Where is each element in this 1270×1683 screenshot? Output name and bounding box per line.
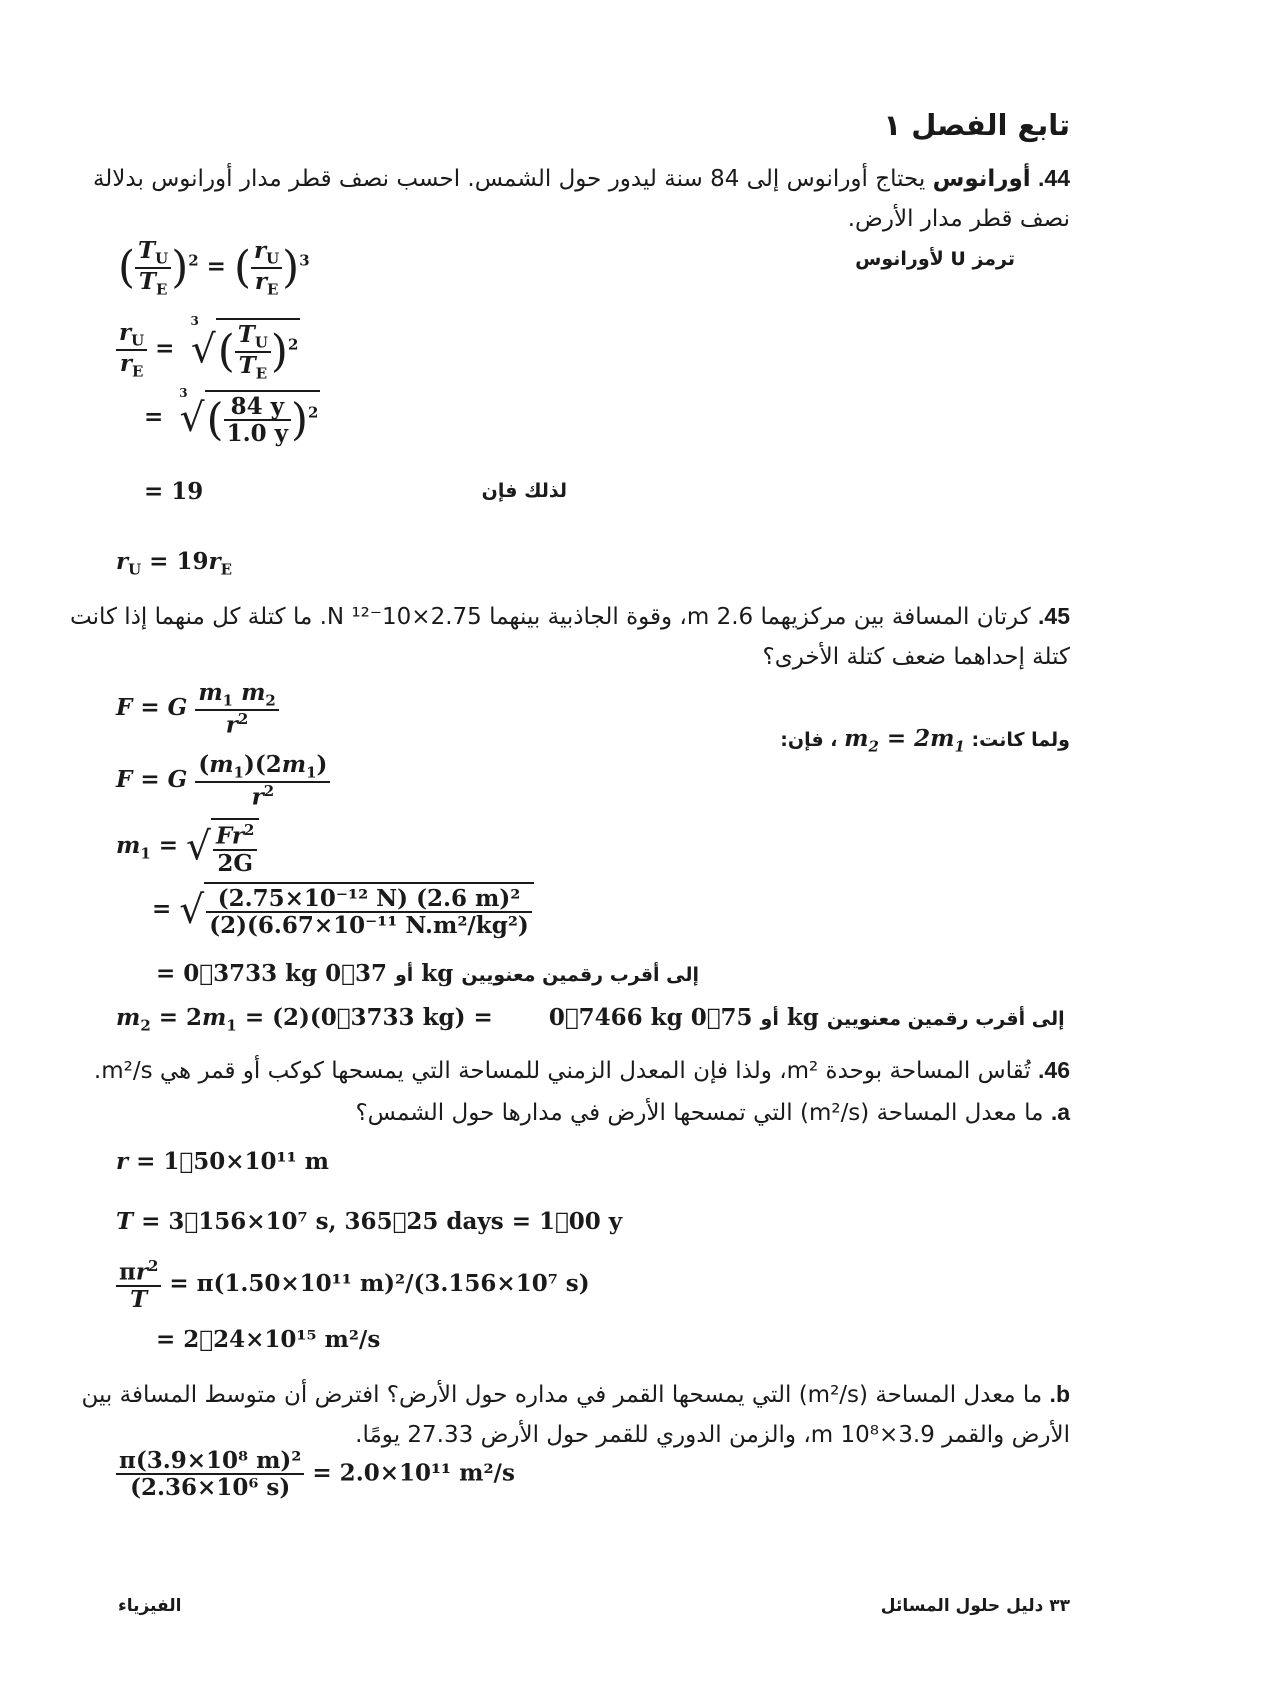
orbital-period-uranus: 84 y <box>224 394 291 421</box>
question-45-number: 45. <box>1038 603 1070 629</box>
mass2-or: أو <box>760 1008 779 1030</box>
chapter-title: تابع الفصل ١ <box>883 108 1070 142</box>
mass1-rounded: 0⃞37 kg <box>325 960 454 987</box>
earth-area-rate-formula: $\frac{\pi r^2}{T}$ = π(1.50×10¹¹ m)²/(3.156×10⁷ s) <box>116 1258 590 1312</box>
question-46b-text: ما معدل المساحة (m²/s) التي يمسحها القمر في مداره حول الأرض؟ افترض أن متوسط المسافة بين الأرض والقمر 3.9×10⁸ m، والزمن الدوري للقمر حول الأرض 27.33 يومًا. <box>81 1382 1070 1448</box>
question-46-number: 46. <box>1038 1057 1070 1083</box>
mass-condition-suffix: ، فإن: <box>780 729 838 751</box>
earth-area-rate-result: = 2⃞24×10¹⁵ m²/s <box>156 1326 381 1353</box>
moon-area-numerator: π(3.9×10⁸ m)² <box>116 1448 304 1475</box>
question-45-text: كرتان المسافة بين مركزيهما 2.6 m، وقوة الجاذبية بينهما 2.75×10⁻¹² N. ما كتلة كل منهما إذا كانت كتلة إحداهما ضعف كتلة الأخرى؟ <box>70 604 1070 670</box>
earth-orbit-period: T = 3⃞156×10⁷ s, 365⃞25 days = 1⃞00 y <box>116 1208 623 1235</box>
mass2-expression: = (2)(0⃞3733 kg) = <box>244 1004 493 1031</box>
moon-area-rate <box>116 1448 515 1501</box>
question-46b-label: b. <box>1049 1381 1070 1407</box>
therefore-label: لذلك فإن <box>481 480 567 502</box>
mass-formula: $m_1$ = √ $\frac{Fr^2}{2G}$ <box>116 818 259 876</box>
mass2-sig-figs-note: إلى أقرب رقمين معنويين <box>826 1008 1065 1030</box>
mass-substitution: = √ $\frac{\text{(2.75×10⁻¹² N) (2.6 m)²}}{\text{(2)(6.67×10⁻¹¹ N.m²/kg²)}}$ <box>152 882 534 939</box>
moon-area-rate-result: = 2.0×10¹¹ m²/s <box>312 1459 515 1487</box>
question-44-text: يحتاج أورانوس إلى 84 سنة ليدور حول الشمس. احسب نصف قطر مدار أورانوس بدلالة نصف قطر مدار الأرض. <box>92 166 1070 232</box>
earth-orbit-radius-value: = 1⃞50×10¹¹ m <box>136 1148 330 1175</box>
gravity-law-equation: F = G $\frac{m_1 m_2}{r^2}$ <box>116 680 279 738</box>
gravity-substituted-equation: F = G $\frac{(m_1)(2m_1)}{r^2}$ <box>116 752 330 810</box>
question-44-label: أورانوس <box>932 166 1031 192</box>
mass1-result <box>156 960 699 987</box>
mass1-value: = 0⃞3733 kg <box>156 960 318 987</box>
question-46 <box>70 1050 1070 1091</box>
mass-condition: ، فإن: $m_2 = 2m_1$ ولما كانت: <box>780 725 1070 756</box>
question-46a <box>70 1092 1070 1133</box>
radius-ratio-substitution: = $^3$√( $\frac{84 y}{1.0 y}$ )$^2$ <box>144 386 319 448</box>
question-46a-text: ما معدل المساحة (m²/s) التي تمسحها الأرض في مدارها حول الشمس؟ <box>355 1100 1044 1126</box>
orbital-period-earth: 1.0 y <box>226 420 288 448</box>
radius-ratio-result: = 19 <box>144 478 204 505</box>
footer-subject: الفيزياء <box>118 1596 182 1616</box>
earth-orbit-period-value: = 3⃞156×10⁷ s, 365⃞25 days = 1⃞00 y <box>141 1208 623 1235</box>
question-46b <box>70 1374 1070 1455</box>
uranus-radius-final-value: = 19 <box>149 548 209 575</box>
question-44 <box>70 158 1070 239</box>
mass1-sig-figs-note: إلى أقرب رقمين معنويين <box>461 964 700 986</box>
mass2-value: 0⃞7466 kg <box>548 1004 683 1031</box>
earth-area-rate-substitution: = π(1.50×10¹¹ m)²/(3.156×10⁷ s) <box>169 1270 590 1298</box>
footer-page-label: ٣٣ دليل حلول المسائل <box>880 1596 1070 1616</box>
kepler-ratio-equation: ( $\frac{T_U}{T_E}$ )$^2$ = ( $\frac{r_U}{r_E}$ )$^3$ <box>118 237 310 299</box>
question-45 <box>70 596 1070 677</box>
uranus-radius-final: $r_U = 19r_E$ <box>116 548 232 579</box>
mass-condition-prefix: ولما كانت: <box>971 729 1070 751</box>
earth-orbit-radius: r = 1⃞50×10¹¹ m <box>116 1148 330 1175</box>
question-46a-label: a. <box>1050 1099 1070 1125</box>
moon-area-denominator: (2.36×10⁶ s) <box>130 1474 291 1502</box>
question-44-number: 44. <box>1038 165 1070 191</box>
radius-ratio-root: $\frac{r_U}{r_E}$ = $^3$√( $\frac{T_U}{T_E}$ )$^2$ <box>116 318 300 382</box>
question-46-text: تُقاس المساحة بوحدة m²، ولذا فإن المعدل الزمني للمساحة التي يمسحها كوكب أو قمر هي m²/s. <box>93 1058 1031 1084</box>
mass-denominator: (2)(6.67×10⁻¹¹ N.m²/kg²) <box>209 912 529 940</box>
mass1-or: أو <box>394 964 414 986</box>
mass-numerator: (2.75×10⁻¹² N) (2.6 m)² <box>206 886 532 913</box>
mass2-rounded: 0⃞75 kg <box>690 1004 819 1031</box>
mass2-result: $m_2 = 2m_1$ = (2)(0⃞3733 kg) = 0⃞7466 kg أو 0⃞75 kg إلى أقرب رقمين معنويين <box>116 1004 1065 1035</box>
uranus-symbol-note: ترمز U لأورانوس <box>855 248 1015 270</box>
